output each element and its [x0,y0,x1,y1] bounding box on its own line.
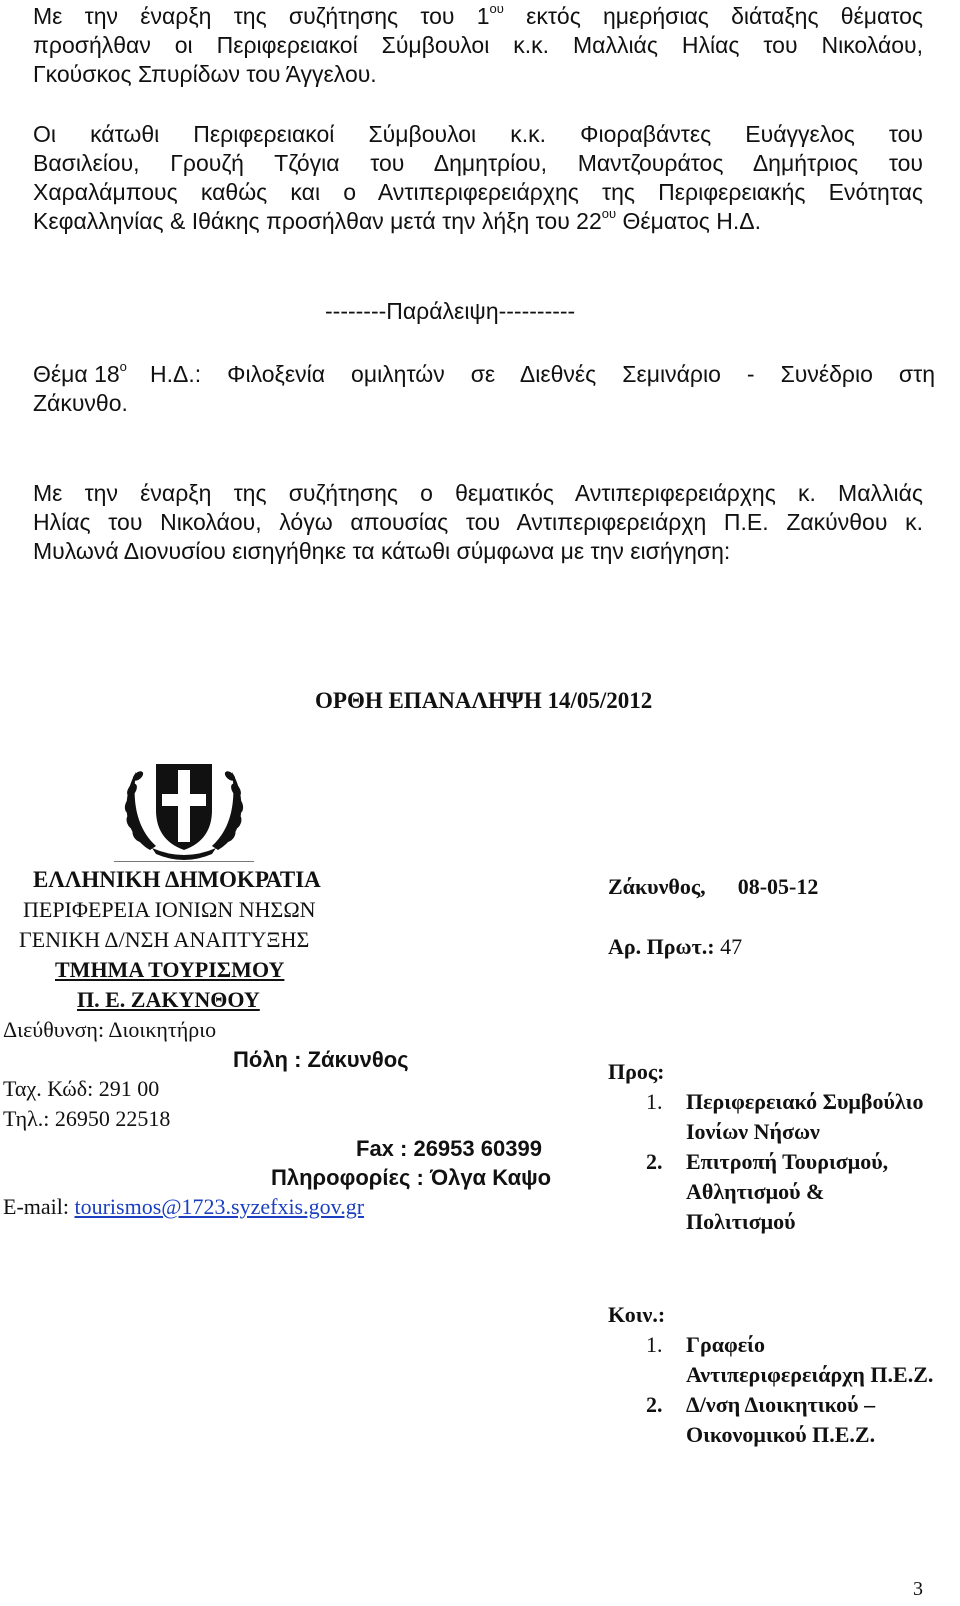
sender-phone: Τηλ.: 26950 22518 [3,1106,171,1131]
late-line-1: Οι κάτωθι Περιφερειακοί Σύμβουλοι κ.κ. Φιοραβάντες Ευάγγελος του [33,121,923,147]
sender-city: Πόλη : Ζάκυνθος [233,1047,409,1072]
intro-line-3: Γκούσκος Σπυρίδων του Άγγελου. [33,61,377,87]
late-arrivals-paragraph [33,120,923,236]
sender-block [3,865,593,1222]
place-date: Ζάκυνθος, 08-05-12 [608,874,819,899]
topic-title: Η.Δ.: Φιλοξενία ομιλητών σε Διεθνές Σεμινάριο - Συνέδριο στη [150,361,935,387]
page-number: 3 [913,1578,923,1600]
sender-postcode: Ταχ. Κώδ: 291 00 [3,1076,160,1101]
sender-info: Πληροφορίες : Όλγα Καψο [271,1165,552,1190]
email-link[interactable]: tourismos@1723.syzefxis.gov.gr [74,1194,365,1219]
late-line-3: Χαραλάμπους καθώς και ο Αντιπεριφερειάρχης της Περιφερειακής Ενότητας [33,179,923,205]
cc-item: 2. Δ/νση Διοικητικού – Οικονομικού Π.Ε.Ζ. [646,1392,876,1447]
late-line-2: Βασιλείου, Γρουζή Τζόγια του Δημητρίου, Μαντζουράτος Δημήτριος του [33,150,923,176]
intro-paragraph [33,2,923,89]
to-item: 1. Περιφερειακό Συμβούλιο Ιονίων Νήσων [646,1089,924,1144]
discussion-line-3: Μυλωνά Διονυσίου εισηγήθηκε τα κάτωθι σύμφωνα με την εισήγηση: [33,538,731,564]
recipients-to [608,1057,938,1237]
correction-heading: ΟΡΘΗ ΕΠΑΝΑΛΗΨΗ 14/05/2012 [315,688,653,713]
discussion-line-1: Με την έναρξη της συζήτησης ο θεματικός Αντιπεριφερειάρχης κ. Μαλλιάς [33,480,923,506]
topic-title-cont: Ζάκυνθο. [33,390,128,416]
sender-directorate: ΓΕΝΙΚΗ Δ/ΝΣΗ ΑΝΑΠΤΥΞΗΣ [19,927,310,952]
recipients-cc [608,1300,938,1450]
late-line-4: Κεφαλληνίας & Ιθάκης προσήλθαν μετά την λήξη του $22^{o\upsilon}$ Θέματος Η.Δ. [33,206,761,234]
intro-line-2: προσήλθαν οι Περιφερειακοί Σύμβουλοι κ.κ. Μαλλιάς Ηλίας του Νικολάου, [33,32,923,58]
greek-coat-of-arms-emblem [112,750,256,865]
sender-department: ΤΜΗΜΑ ΤΟΥΡΙΣΜΟΥ [55,957,285,982]
discussion-line-2: Ηλίας του Νικολάου, λόγω απουσίας του Αντιπεριφερειάρχη Π.Ε. Ζακύνθου κ. [33,509,923,535]
cc-label: Κοιν.: [608,1302,666,1327]
sender-email-row: E-mail: tourismos@1723.syzefxis.gov.gr [3,1194,365,1219]
to-item: 2. Επιτροπή Τουρισμού, Αθλητισμού & Πολιτισμού [646,1149,889,1234]
cc-item: 1. Γραφείο Αντιπεριφερειάρχη Π.Ε.Ζ. [646,1332,934,1387]
discussion-paragraph [33,479,923,566]
sender-address: Διεύθυνση: Διοικητήριο [3,1017,217,1042]
protocol-number: Αρ. Πρωτ.: 47 [608,934,743,959]
topic-label: Θέμα $18^o$ [33,359,127,387]
intro-line-1: Με την έναρξη της συζήτησης του $1^{o\upsilon}$ εκτός ημερήσιας διάταξης θέματος [33,1,923,29]
omission-marker: --------Παράλειψη---------- [325,298,576,324]
sender-region: ΠΕΡΙΦΕΡΕΙΑ ΙΟΝΙΩΝ ΝΗΣΩΝ [23,897,316,922]
to-label: Προς: [608,1059,665,1084]
sender-republic: ΕΛΛΗΝΙΚΗ ΔΗΜΟΚΡΑΤΙΑ [33,867,321,892]
sender-unit: Π. Ε. ΖΑΚΥΝΘΟΥ [77,987,260,1012]
sender-fax: Fax : 26953 60399 [356,1136,542,1161]
